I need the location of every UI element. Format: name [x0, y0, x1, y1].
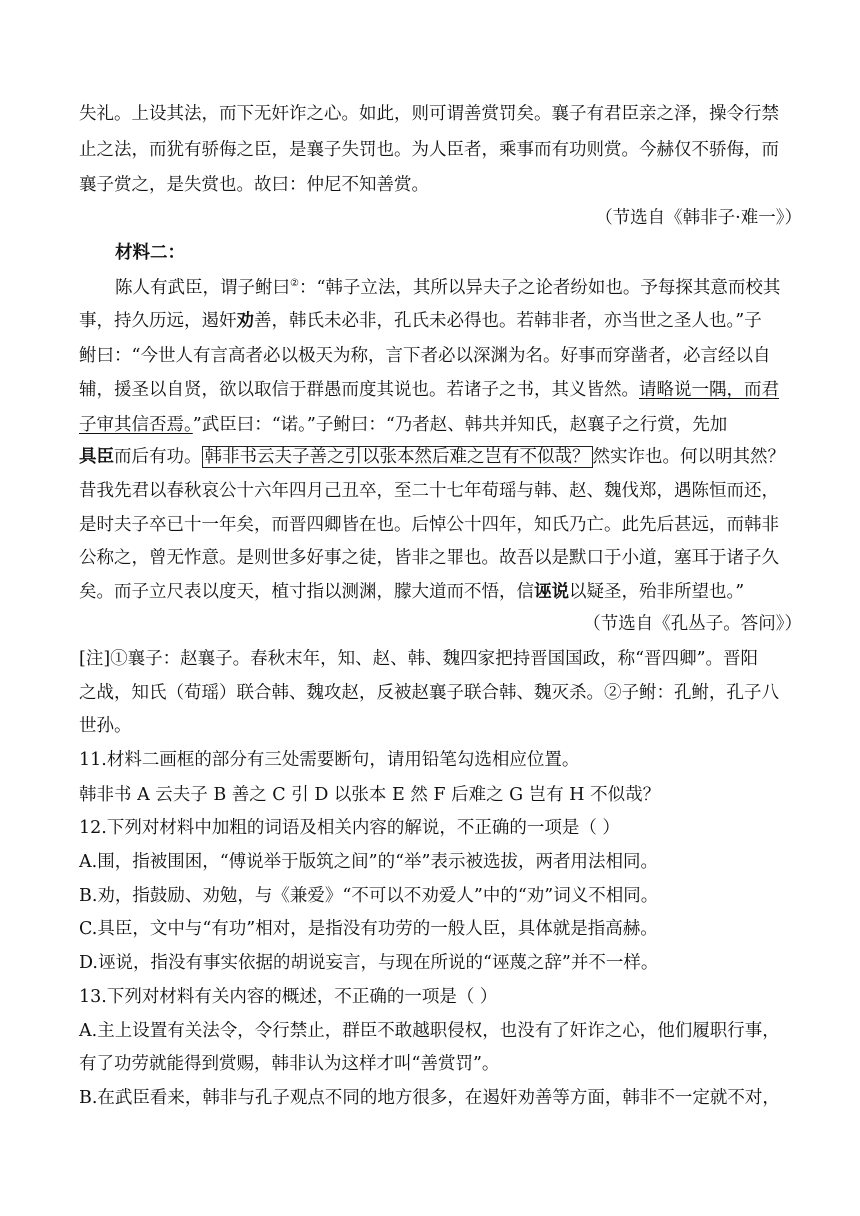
question-12-option-d: D.诬说，指没有事实依据的胡说妄言，与现在所说的“诬蔑之辞”并不一样。 — [79, 953, 659, 973]
text-span: 然实诈也。何以明其然？ — [592, 447, 785, 467]
text-span: 矣。而子立尺表以度天，植寸指以测渊，朦大道而不悟，信 — [79, 582, 534, 602]
question-12-option-b: B.劝，指鼓励、劝勉，与《兼爱》“不可以不劝爱人”中的“劝”词义不相同。 — [79, 886, 659, 906]
notes-line-1: [注]①襄子：赵襄子。春秋末年，知、赵、韩、魏四家把持晋国国政，称“晋四卿”。晋阳 — [79, 649, 759, 669]
material2-line-10 — [79, 580, 799, 604]
material1-line-2: 止之法，而犹有骄侮之臣，是襄子失罚也。为人臣者，乘事而有功则赏。今赫仅不骄侮，而 — [79, 140, 779, 160]
text-span: 以疑圣，殆非所望也。” — [569, 582, 745, 602]
material2-line-4 — [79, 378, 799, 402]
text-span: ：“韩子立法，其所以异夫子之论者纷如也。予每探其意而校其 — [298, 278, 781, 298]
question-13-option-b-line-1: B.在武臣看来，韩非与孔子观点不同的地方很多，在遏奸劝善等方面，韩非不一定就不对， — [79, 1088, 780, 1108]
material2-line-6 — [79, 445, 799, 469]
question-11-stem: 11.材料二画框的部分有三处需要断句，请用铅笔勾选相应位置。 — [79, 750, 580, 770]
material2-line-7: 昔我先君以春秋哀公十六年四月己丑卒，至二十七年荀瑶与韩、赵、魏伐郑，遇陈恒而还， — [79, 481, 779, 501]
material2-line-3: 鲋曰：“今世人有言高者必以极天为称，言下者必以深渊为名。好事而穿凿者，必言经以自 — [79, 346, 771, 366]
material1-line-3: 襄子赏之，是失赏也。故曰：仲尼不知善赏。 — [79, 175, 429, 195]
question-12-option-a: A.围，指被围困，“傅说举于版筑之间”的“举”表示被选拔，两者用法相同。 — [79, 852, 658, 872]
notes-line-2: 之战，知氏（荀瑶）联合韩、魏攻赵，反被赵襄子联合韩、魏灭杀。②子鲋：孔鲋，孔子八 — [79, 683, 779, 703]
material2-line-2 — [79, 309, 799, 333]
notes-line-3: 世孙。 — [79, 716, 132, 736]
underlined-text: 请略说一隅，而君 — [639, 380, 779, 400]
question-12-stem: 12.下列对材料中加粗的词语及相关内容的解说，不正确的一项是（ ） — [79, 818, 620, 838]
text-span: 事，持久历远，遏奸 — [79, 311, 237, 331]
material2-source: （节选自《孔丛子。答问》） — [583, 614, 802, 634]
bold-word-wushuo: 诬说 — [534, 582, 569, 602]
boxed-punctuation-passage: 韩非书云夫子善之引以张本然后难之岂有不似哉？ — [202, 446, 593, 468]
question-11-text: 韩非书 A 云夫子 B 善之 C 引 D 以张本 E 然 F 后难之 G 岂有 H 不似哉？ — [79, 785, 661, 805]
question-13-stem: 13.下列对材料有关内容的概述，不正确的一项是（ ） — [79, 987, 498, 1007]
material2-line-5 — [79, 413, 799, 437]
bold-word-juchen: 具臣 — [79, 447, 114, 467]
text-span: 而后有功。 — [114, 447, 202, 467]
footnote-marker: ② — [290, 278, 299, 290]
material1-source: （节选自《韩非子·难一》） — [595, 208, 802, 228]
material2-line-9: 公称之，曾无怍意。是则世多好事之徒，皆非之罪也。故吾以是默口于小道，塞耳于诸子久 — [79, 548, 779, 568]
question-13-option-a-line-2: 有了功劳就能得到赏赐，韩非认为这样才叫“善赏罚”。 — [79, 1054, 500, 1074]
material2-line-1 — [115, 276, 799, 300]
text-span: 善，韩氏未必非，孔氏未必得也。若韩非者，亦当世之圣人也。”子 — [254, 311, 762, 331]
text-span: ”武臣曰：“诺。”子鲋曰：“乃者赵、韩共并知氏，赵襄子之行赏，先加 — [192, 415, 728, 435]
material2-line-8: 是时夫子卒已十一年矣，而晋四卿皆在也。后悼公十四年，知氏乃亡。此先后甚远，而韩非 — [79, 515, 779, 535]
text-span: 辅，援圣以自贤，欲以取信于群愚而度其说也。若诸子之书，其义皆然。 — [79, 380, 639, 400]
material1-line-1: 失礼。上设其法，而下无奸诈之心。如此，则可谓善赏罚矣。襄子有君臣亲之泽，操令行禁 — [79, 104, 779, 124]
material2-heading: 材料二： — [115, 243, 185, 263]
text-span: 陈人有武臣，谓子鲋曰 — [115, 278, 290, 298]
question-12-option-c: C.具臣，文中与“有功”相对，是指没有功劳的一般人臣，具体就是指高赫。 — [79, 919, 658, 939]
question-13-option-a-line-1: A.主上设置有关法令，令行禁止，群臣不敢越职侵权，也没有了奸诈之心，他们履职行事， — [79, 1021, 780, 1041]
underlined-text: 子审其信否焉。 — [79, 415, 193, 435]
bold-word-quan: 劝 — [236, 311, 254, 331]
